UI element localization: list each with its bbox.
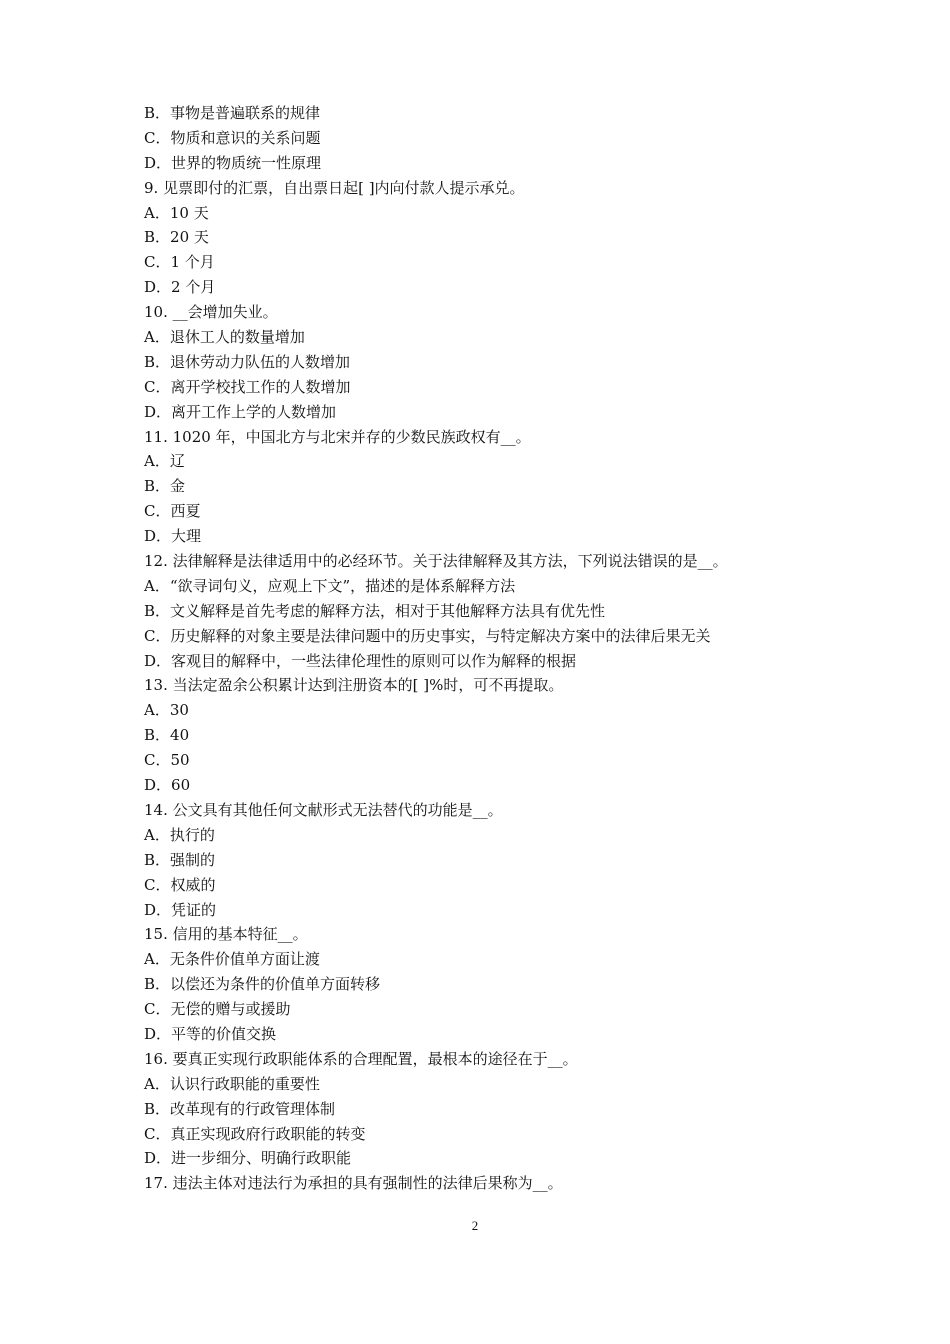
question-line: 13. 当法定盈余公积累计达到注册资本的[ ]%时，可不再提取。 (144, 676, 564, 695)
option-line: D．2 个月 (144, 278, 216, 297)
option-line: D．60 (144, 776, 191, 795)
option-line: B．事物是普遍联系的规律 (144, 104, 321, 122)
page-number: 2 (471, 1218, 479, 1233)
question-line: 9. 见票即付的汇票，自出票日起[ ]内向付款人提示承兑。 (144, 178, 525, 197)
option-line: B．改革现有的行政管理体制 (144, 1099, 336, 1118)
question-line: 16. 要真正实现行政职能体系的合理配置，最根本的途径在于__。 (144, 1049, 578, 1068)
option-line: C．50 (144, 751, 190, 770)
option-line: C．1 个月 (144, 253, 215, 272)
option-line: D．平等的价值交换 (144, 1024, 277, 1043)
option-line: A．“欲寻词句义，应观上下文”，描述的是体系解释方法 (144, 576, 516, 595)
option-line: A．退休工人的数量增加 (144, 328, 305, 347)
option-line: B．退休劳动力队伍的人数增加 (144, 352, 351, 371)
question-line: 12. 法律解释是法律适用中的必经环节。关于法律解释及其方法，下列说法错误的是__。 (144, 552, 728, 571)
option-line: B．20 天 (144, 228, 209, 247)
option-line: D．大理 (144, 527, 202, 546)
option-line: B．文义解释是首先考虑的解释方法，相对于其他解释方法具有优先性 (144, 601, 606, 620)
question-list (144, 101, 824, 1196)
question-line: 14. 公文具有其他任何文献形式无法替代的功能是__。 (144, 800, 503, 819)
option-line: B．金 (144, 477, 186, 496)
option-line: B．强制的 (144, 850, 216, 869)
question-line: 17. 违法主体对违法行为承担的具有强制性的法律后果称为__。 (144, 1174, 563, 1193)
question-line: 11. 1020 年，中国北方与北宋并存的少数民族政权有__。 (144, 427, 531, 446)
option-line: C．权威的 (144, 875, 216, 894)
option-line: A．无条件价值单方面让渡 (144, 950, 320, 969)
option-line: A．执行的 (144, 825, 215, 844)
option-line: C．物质和意识的关系问题 (144, 128, 321, 147)
option-line: B．40 (144, 726, 190, 745)
option-line: D．凭证的 (144, 900, 217, 919)
option-line: A．30 (144, 701, 189, 720)
option-line: B．以偿还为条件的价值单方面转移 (144, 975, 381, 994)
option-line: D．进一步细分、明确行政职能 (144, 1149, 352, 1168)
option-line: C．历史解释的对象主要是法律问题中的历史事实，与特定解决方案中的法律后果无关 (144, 626, 711, 645)
option-line: A．认识行政职能的重要性 (144, 1074, 320, 1093)
option-line: D．离开工作上学的人数增加 (144, 402, 337, 421)
question-line: 10. __会增加失业。 (144, 303, 278, 322)
question-line: 15. 信用的基本特征__。 (144, 925, 308, 944)
option-line: A．10 天 (144, 203, 209, 222)
option-line: D．世界的物质统一性原理 (144, 153, 322, 172)
option-line: A．辽 (144, 452, 185, 471)
option-line: C．西夏 (144, 502, 201, 521)
option-line: C．真正实现政府行政职能的转变 (144, 1124, 366, 1143)
option-line: C．离开学校找工作的人数增加 (144, 377, 351, 396)
option-line: C．无偿的赠与或援助 (144, 1000, 291, 1019)
option-line: D．客观目的解释中，一些法律伦理性的原则可以作为解释的根据 (144, 651, 577, 670)
